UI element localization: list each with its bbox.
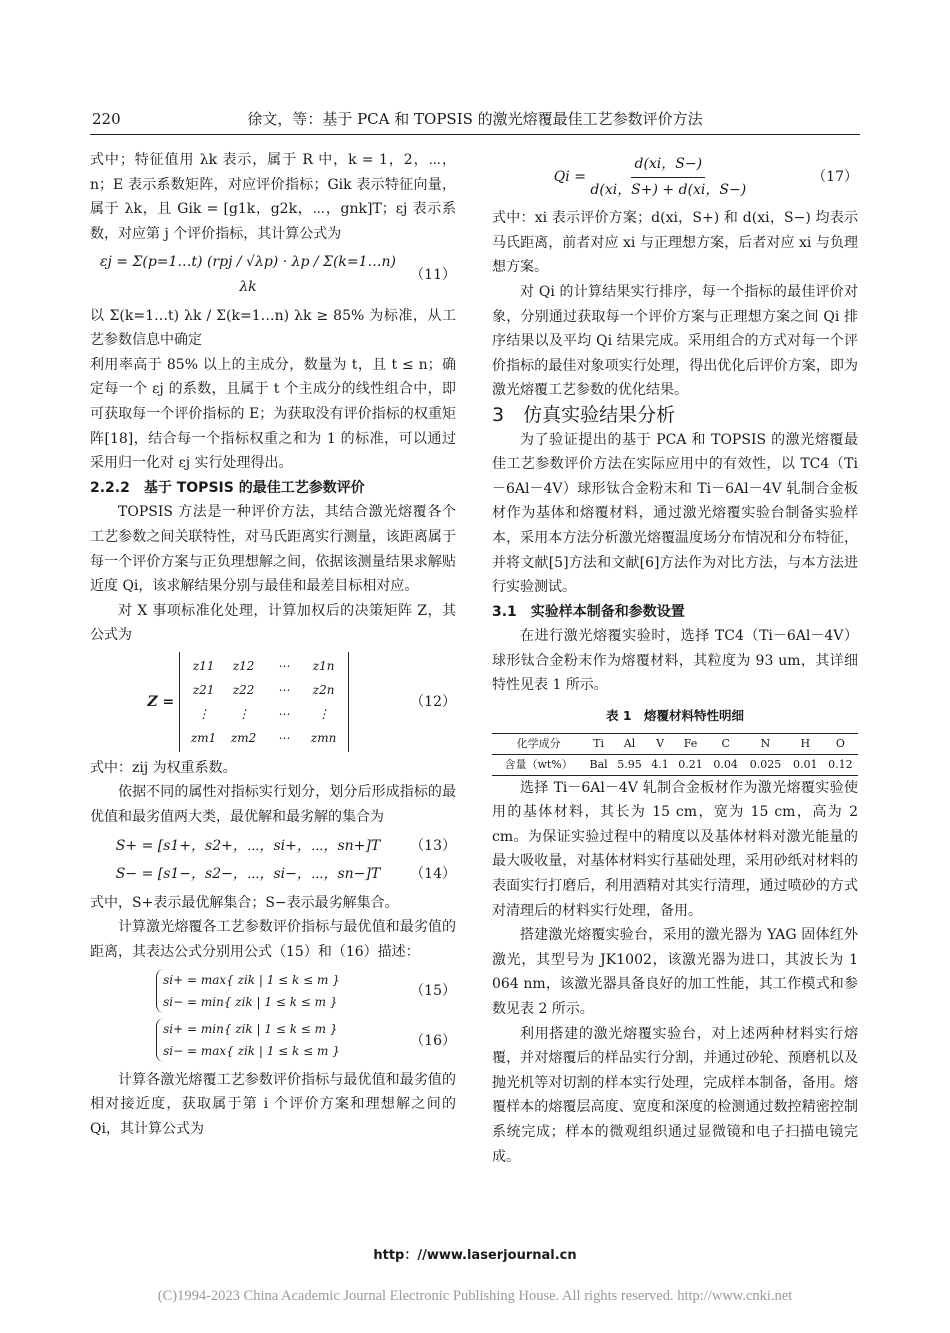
equation-11 — [90, 250, 456, 299]
matrix-cell: zm2 — [230, 730, 257, 745]
case-line: si+ = max{ zik | 1 ≤ k ≤ m } — [163, 972, 340, 987]
paragraph: 计算激光熔覆各工艺参数评价指标与最优值和最劣值的距离，其表达公式分别用公式（15）和（16）描述： — [90, 919, 456, 961]
paragraph: 利用率高于 85% 以上的主成分，数量为 t，且 t ≤ n；确定每一个 εj 的系数，且属于 t 个主成分的线性组合中，即可获取每一个评价指标的 E；为获取没有评价指标的权重矩阵[18]，结合每一个指标权重之和为 1 的标准，可以通过采用归一化对 εj 实行处理得出。 — [90, 356, 456, 472]
table-header-cell: H — [788, 733, 823, 754]
equation-14 — [90, 862, 456, 887]
table-caption: 表 1 熔覆材料特性明细 — [605, 708, 745, 724]
table-header-cell: Fe — [673, 733, 708, 754]
equation-number: （12） — [410, 693, 456, 710]
matrix-cell: z21 — [192, 682, 215, 697]
equation-12 — [90, 652, 456, 752]
paragraph: 搭建激光熔覆实验台，采用的激光器为 YAG 固体红外激光，其型号为 JK1002，该激光器为进口，其波长为 1 064 nm，该激光器具备良好的加工性能，其工作模式和参数见表 2 所示。 — [492, 927, 858, 1017]
matrix-cell: ⋯ — [277, 682, 290, 697]
table-cell: Bal — [585, 754, 612, 775]
paragraph: 式中：zij 为权重系数。 — [90, 759, 237, 776]
equation-body: S+ = [s1+，s2+，⋯，si+，⋯，sn+]T — [115, 837, 381, 854]
matrix-label: Z = — [147, 693, 175, 710]
table-cell: 4.1 — [647, 754, 673, 775]
equation-13 — [90, 834, 456, 859]
table-header-cell: Al — [612, 733, 647, 754]
table-cell: 0.21 — [673, 754, 708, 775]
table-cell: 5.95 — [612, 754, 647, 775]
table-cell: 0.01 — [788, 754, 823, 775]
right-column — [492, 148, 858, 1169]
equation-body — [90, 1018, 406, 1064]
table-header-cell: 化学成分 — [492, 733, 585, 754]
equation-number: （11） — [410, 266, 456, 283]
equation-number: （13） — [410, 837, 456, 854]
paragraph: 计算各激光熔覆工艺参数评价指标与最优值和最劣值的相对接近度，获取属于第 i 个评价方案和理想解之间的 Qi，其计算公式为 — [90, 1071, 456, 1137]
equation-lhs: Qi = — [553, 169, 586, 186]
subsection-heading: 2.2.2 基于 TOPSIS 的最佳工艺参数评价 — [90, 479, 365, 496]
matrix-cell: ⋯ — [277, 706, 290, 721]
numerator: d(xi，S−) — [631, 152, 705, 178]
table-header-row — [492, 733, 858, 754]
paragraph: 以 Σ(k=1…t) λk / Σ(k=1…n) λk ≥ 85% 为标准，从工艺参数信息中确定 — [90, 307, 456, 349]
material-table — [492, 733, 858, 776]
equation-body — [90, 969, 406, 1015]
equation-17 — [492, 152, 858, 202]
header-rule — [90, 134, 860, 135]
paragraph: 式中，S+表示最优解集合；S−表示最劣解集合。 — [90, 894, 399, 911]
denominator: d(xi，S+) + d(xi，S−) — [590, 181, 747, 198]
table-header-cell: O — [823, 733, 858, 754]
case-line: si− = min{ zik | 1 ≤ k ≤ m } — [163, 994, 338, 1009]
table-header-cell: Ti — [585, 733, 612, 754]
paragraph: TOPSIS 方法是一种评价方法，其结合激光熔覆各个工艺参数之间关联特性，对马氏距离实行测量，该距离属于每一个评价方案与正负理想解之间，依据该测量结果求解贴近度 Qi，该求解结果分别与最佳和最差目标相对应。 — [90, 504, 456, 595]
paragraph: 依据不同的属性对指标实行划分，划分后形成指标的最优值和最劣值两大类，最优解和最劣解的集合为 — [90, 784, 456, 826]
table-cell: 含量（wt%） — [492, 754, 585, 775]
left-column — [90, 148, 456, 1142]
paragraph: 式中；特征值用 λk 表示，属于 R 中，k = 1，2，⋯，n；E 表示系数矩阵，对应评价指标；Gik 表示特征向量，属于 λk，且 Gik = [g1k，g2k，⋯，gnk]T；εj 表示系数，对应第 j 个评价指标，其计算公式为 — [90, 152, 456, 242]
table-cell: 0.025 — [743, 754, 787, 775]
paragraph: 为了验证提出的基于 PCA 和 TOPSIS 的激光熔覆最佳工艺参数评价方法在实际应用中的有效性，以 TC4（Ti－6Al－4V）球形钛合金粉末和 Ti－6Al－4V 轧制合金板材作为基体和熔覆材料，通过激光熔覆实验台制备实验样本，采用本方法分析激光熔覆温度场分布情况和分布特征，并将文献[5]方法和文献[6]方法作为对比方法，与本方法进行实验测试。 — [492, 431, 858, 596]
matrix-cell: zmn — [310, 730, 337, 745]
paragraph: 对 X 事项标准化处理，计算加权后的决策矩阵 Z，其公式为 — [90, 602, 456, 644]
paragraph: 利用搭建的激光熔覆实验台，对上述两种材料实行熔覆，并对熔覆后的样品实行分割，并通过砂轮、预磨机以及抛光机等对切割的样本实行处理，完成样本制备，备用。熔覆样本的熔覆层高度、宽度和深度的检测通过数控精密控制系统完成；样本的微观组织通过显微镜和电子扫描电镜完成。 — [492, 1025, 858, 1165]
matrix-cell: ⋯ — [277, 730, 290, 745]
equation-body: εj = Σ(p=1…t) (rpj / √λp) · λp / Σ(k=1…n) λk — [99, 254, 397, 295]
matrix-cell: ⋮ — [237, 706, 250, 721]
equation-number: （14） — [410, 866, 456, 883]
equation-16 — [90, 1018, 456, 1064]
matrix — [179, 652, 349, 752]
table-header-cell: V — [647, 733, 673, 754]
paragraph: 在进行激光熔覆实验时，选择 TC4（Ti－6Al－4V）球形钛合金粉末作为熔覆材料，其粒度为 93 um，其详细特性见表 1 所示。 — [492, 628, 858, 694]
footer-url: http：//www.laserjournal.cn — [373, 1248, 577, 1263]
case-brace — [156, 969, 340, 1013]
matrix-cell: zm1 — [190, 730, 217, 745]
table-row — [492, 754, 858, 775]
subsection-heading: 3.1 实验样本制备和参数设置 — [492, 603, 685, 620]
fraction — [590, 152, 746, 202]
section-heading: 3 仿真实验结果分析 — [492, 403, 676, 426]
copyright-notice: (C)1994-2023 China Academic Journal Electronic Publishing House. All rights reserved. http://www.cnki.net — [157, 1288, 793, 1304]
equation-number: （17） — [812, 168, 858, 185]
case-brace — [156, 1018, 340, 1062]
equation-number: （15） — [410, 983, 456, 1000]
equation-body — [90, 652, 406, 752]
case-line: si+ = min{ zik | 1 ≤ k ≤ m } — [163, 1022, 338, 1037]
table-cell: 0.04 — [708, 754, 743, 775]
equation-15 — [90, 969, 456, 1015]
paragraph: 式中：xi 表示评价方案；d(xi，S+) 和 d(xi，S−) 均表示马氏距离，前者对应 xi 与正理想方案，后者对应 xi 与负理想方案。 — [492, 210, 858, 276]
matrix-cell: ⋮ — [317, 706, 330, 721]
matrix-cell: z11 — [192, 658, 215, 673]
paragraph: 选择 Ti－6Al－4V 轧制合金板材作为激光熔覆实验使用的基体材料，其长为 15 cm，宽为 15 cm，高为 2 cm。为保证实验过程中的精度以及基体材料对激光能量的最大吸收量，对基体材料实行基础处理，采用砂纸对材料的表面实行打磨后，利用酒精对其实行清理，通过喷砂的方式对清理后的材料实行处理，备用。 — [492, 779, 858, 919]
matrix-cell: z2n — [312, 682, 335, 697]
page-number: 220 — [92, 110, 121, 128]
equation-body: S− = [s1−，s2−，⋯，si−，⋯，sn−]T — [115, 866, 381, 883]
matrix-cell: z12 — [232, 658, 255, 673]
table-header-cell: N — [743, 733, 787, 754]
case-line: si− = max{ zik | 1 ≤ k ≤ m } — [163, 1044, 340, 1059]
running-title: 徐文，等：基于 PCA 和 TOPSIS 的激光熔覆最佳工艺参数评价方法 — [247, 110, 703, 128]
equation-number: （16） — [410, 1032, 456, 1049]
matrix-cell: z1n — [312, 658, 335, 673]
paragraph: 对 Qi 的计算结果实行排序，每一个指标的最佳评价对象，分别通过获取每一个评价方案与正理想方案之间 Qi 排序结果以及平均 Qi 结果完成。采用组合的方式对每一个评价指标的最佳对象项实行处理，得出优化后评价方案，即为激光熔覆工艺参数的优化结果。 — [492, 283, 858, 399]
matrix-cell: ⋯ — [277, 658, 290, 673]
matrix-cell: ⋮ — [197, 706, 210, 721]
table-header-cell: C — [708, 733, 743, 754]
matrix-cell: z22 — [232, 682, 255, 697]
equation-body — [492, 152, 808, 202]
table-cell: 0.12 — [823, 754, 858, 775]
